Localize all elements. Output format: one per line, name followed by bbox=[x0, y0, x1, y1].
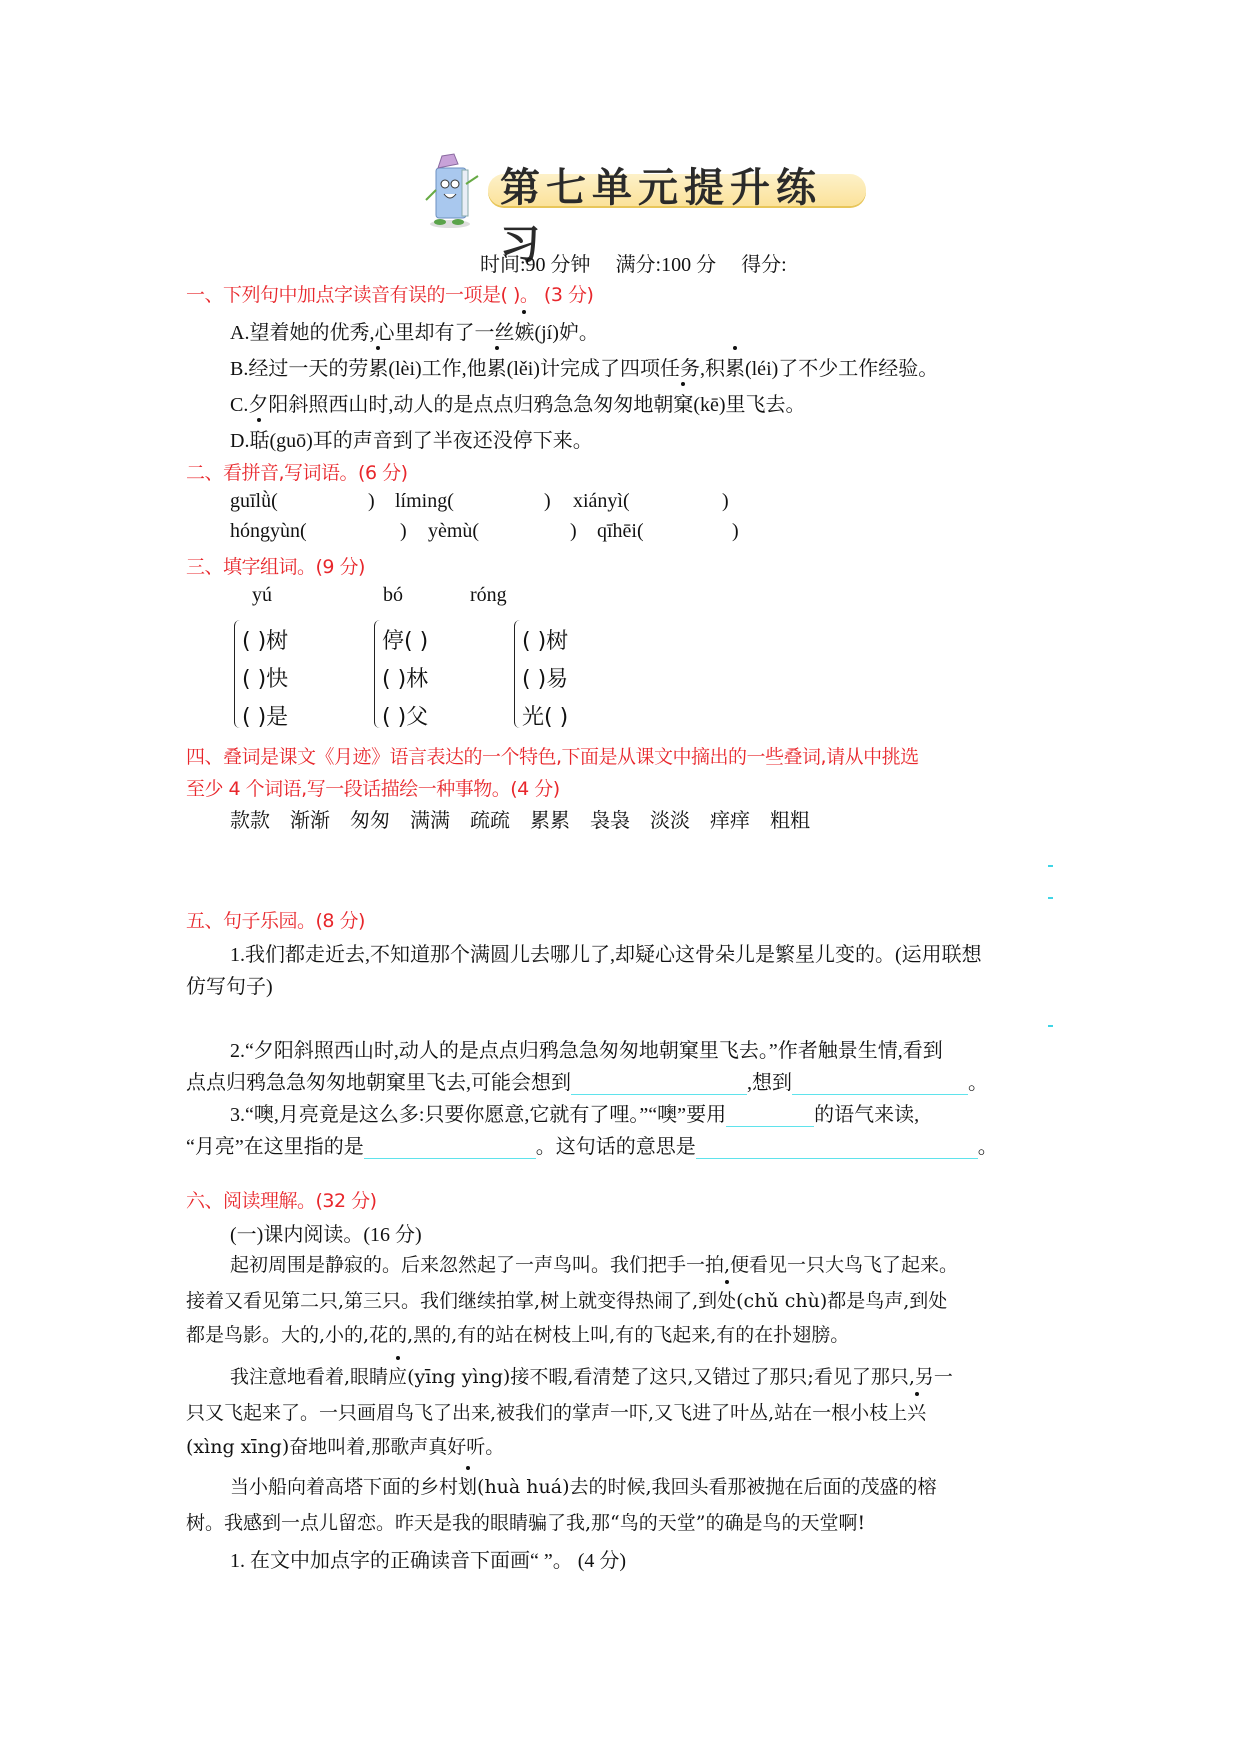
answer-line-marker bbox=[1048, 1025, 1053, 1027]
option-text: B.经过一天的劳 bbox=[230, 358, 369, 380]
passage-text: (huà huá)去的时候,我回头看那被抛在后面的茂盛的榕 bbox=[477, 1476, 937, 1498]
q3-blank[interactable]: ( )树 bbox=[242, 629, 289, 654]
answer-blank[interactable] bbox=[571, 1072, 747, 1095]
option-text: A.望着她的优秀,心里却有了一丝 bbox=[230, 322, 515, 344]
q1-option-c[interactable] bbox=[230, 388, 806, 417]
passage-line bbox=[230, 1362, 953, 1389]
q3-heading: 三、填字组词。(9 分) bbox=[186, 556, 365, 578]
dotted-char: 嫉 bbox=[514, 316, 534, 345]
score-label: 得分: bbox=[741, 254, 787, 276]
q1-option-b[interactable] bbox=[230, 352, 938, 381]
q2-item: yèmù( bbox=[428, 520, 480, 542]
sentence-text: 。 bbox=[968, 1072, 988, 1094]
option-text: (lěi)计完成了四项任务,积 bbox=[506, 358, 725, 380]
passage-text: (yīng yìng)接不暇,看清楚了这只,又错过了那只;看见了那只,另一 bbox=[407, 1366, 953, 1388]
dotted-char: 处 bbox=[717, 1286, 736, 1313]
q5-item2-line2 bbox=[186, 1066, 988, 1095]
passage-line: 树。我感到一点儿留恋。昨天是我的眼睛骗了我,那“鸟的天堂”的确是鸟的天堂啊! bbox=[186, 1512, 866, 1534]
reduplicated-word: 累累 bbox=[530, 810, 570, 832]
exam-meta bbox=[480, 248, 787, 277]
q2-heading: 二、看拼音,写词语。(6 分) bbox=[186, 462, 408, 484]
dotted-char: 应 bbox=[388, 1362, 407, 1389]
dotted-char: 累 bbox=[487, 352, 507, 381]
reduplicated-word: 满满 bbox=[410, 810, 450, 832]
dotted-char: 划 bbox=[458, 1472, 477, 1499]
q6-question-1: 1. 在文中加点字的正确读音下面画“ ”。 (4 分) bbox=[230, 1550, 627, 1572]
q2-close: ) bbox=[570, 520, 577, 542]
q3-pinyin: yú bbox=[252, 584, 272, 606]
q3-blank[interactable]: ( )易 bbox=[522, 667, 569, 692]
option-text: (léi)了不少工作经验。 bbox=[744, 358, 939, 380]
q3-pinyin: bó bbox=[383, 584, 403, 606]
reduplicated-word: 款款 bbox=[230, 810, 270, 832]
dotted-char: 聒 bbox=[249, 424, 269, 453]
option-text: D. bbox=[230, 430, 250, 452]
option-text: (lèi)工作,他 bbox=[388, 358, 487, 380]
passage-text: 接着又看见第二只,第三只。我们继续拍掌,树上就变得热闹了,到 bbox=[186, 1290, 718, 1312]
book-mascot-icon bbox=[420, 150, 490, 230]
passage-text: 当小船向着高塔下面的乡村 bbox=[230, 1476, 459, 1498]
answer-blank[interactable] bbox=[696, 1136, 978, 1159]
reduplicated-word: 淡淡 bbox=[650, 810, 690, 832]
q2-close: ) bbox=[732, 520, 739, 542]
time-limit: 时间:90 分钟 bbox=[480, 254, 591, 276]
answer-line-marker bbox=[1048, 897, 1053, 899]
q1-option-d[interactable] bbox=[230, 424, 593, 453]
q3-blank[interactable]: ( )父 bbox=[382, 705, 429, 730]
q3-blank[interactable]: ( )林 bbox=[382, 667, 429, 692]
q2-close: ) bbox=[368, 490, 375, 512]
passage-line: 都是鸟影。大的,小的,花的,黑的,有的站在树枝上叫,有的飞起来,有的在扑翅膀。 bbox=[186, 1324, 850, 1346]
answer-blank[interactable] bbox=[364, 1136, 536, 1159]
q4-heading-line2: 至少 4 个词语,写一段话描绘一种事物。(4 分) bbox=[186, 778, 560, 800]
q2-item: líming( bbox=[395, 490, 454, 512]
dotted-char: 累 bbox=[725, 352, 745, 381]
q6-sub-heading: (一)课内阅读。(16 分) bbox=[230, 1224, 422, 1246]
sentence-text: 的语气来读, bbox=[814, 1104, 920, 1126]
q5-item1-line2: 仿写句子) bbox=[186, 976, 273, 998]
q3-blank[interactable]: 光( ) bbox=[522, 705, 569, 730]
q3-blank[interactable]: 停( ) bbox=[382, 629, 429, 654]
q3-blank[interactable]: ( )快 bbox=[242, 667, 289, 692]
answer-blank[interactable] bbox=[792, 1072, 968, 1095]
reduplicated-word: 痒痒 bbox=[710, 810, 750, 832]
passage-line: 起初周围是静寂的。后来忽然起了一声鸟叫。我们把手一拍,便看见一只大鸟飞了起来。 bbox=[230, 1254, 959, 1276]
sentence-text: 3.“噢,月亮竟是这么多:只要你愿意,它就有了哩。”“噢”要用 bbox=[230, 1104, 727, 1126]
passage-text: 我注意地看着,眼睛 bbox=[230, 1366, 389, 1388]
q1-heading: 一、下列句中加点字读音有误的一项是( )。 (3 分) bbox=[186, 284, 594, 306]
q5-item3-line1 bbox=[230, 1098, 919, 1127]
answer-blank[interactable] bbox=[726, 1104, 814, 1127]
option-text: (kē)里飞去。 bbox=[693, 394, 806, 416]
sentence-text: “月亮”在这里指的是 bbox=[186, 1136, 364, 1158]
q2-close: ) bbox=[722, 490, 729, 512]
q5-heading: 五、句子乐园。(8 分) bbox=[186, 910, 365, 932]
option-text: C.夕阳斜照西山时,动人的是点点归鸦急急匆匆地朝 bbox=[230, 394, 674, 416]
reduplicated-word: 粗粗 bbox=[770, 810, 810, 832]
passage-line bbox=[186, 1398, 926, 1425]
passage-line bbox=[230, 1472, 937, 1499]
q5-item2-line1: 2.“夕阳斜照西山时,动人的是点点归鸦急急匆匆地朝窠里飞去。”作者触景生情,看到 bbox=[230, 1040, 943, 1062]
q3-blank[interactable]: ( )树 bbox=[522, 629, 569, 654]
q2-item: guīlǜ( bbox=[230, 490, 278, 512]
q2-item: qīhēi( bbox=[597, 520, 644, 542]
reduplicated-word: 匆匆 bbox=[350, 810, 390, 832]
reduplicated-word: 渐渐 bbox=[290, 810, 330, 832]
q2-close: ) bbox=[400, 520, 407, 542]
passage-line: (xìng xīng)奋地叫着,那歌声真好听。 bbox=[186, 1436, 505, 1458]
reduplicated-word: 袅袅 bbox=[590, 810, 630, 832]
passage-text: 只又飞起来了。一只画眉鸟飞了出来,被我们的掌声一吓,又飞进了叶丛,站在一根小枝上 bbox=[186, 1402, 908, 1424]
sentence-text: 。 bbox=[977, 1136, 998, 1158]
q5-item1-line1: 1.我们都走近去,不知道那个满圆儿去哪儿了,却疑心这骨朵儿是繁星儿变的。(运用联想 bbox=[230, 944, 982, 966]
q4-heading-line1: 四、叠词是课文《月迹》语言表达的一个特色,下面是从课文中摘出的一些叠词,请从中挑选 bbox=[186, 746, 919, 768]
q2-item: xiányì( bbox=[573, 490, 630, 512]
q2-close: ) bbox=[544, 490, 551, 512]
passage-line bbox=[186, 1286, 947, 1313]
answer-line-marker bbox=[1048, 865, 1053, 867]
q6-heading: 六、阅读理解。(32 分) bbox=[186, 1190, 377, 1212]
reduplicated-word: 疏疏 bbox=[470, 810, 510, 832]
dotted-char: 兴 bbox=[907, 1398, 926, 1425]
full-score: 满分:100 分 bbox=[615, 254, 717, 276]
q2-item: hóngyùn( bbox=[230, 520, 307, 542]
q5-item3-line2 bbox=[186, 1130, 998, 1159]
page-title: 第七单元提升练习 bbox=[500, 164, 822, 268]
option-text: (guō)耳的声音到了半夜还没停下来。 bbox=[269, 430, 593, 452]
q1-option-a[interactable] bbox=[230, 316, 599, 345]
sentence-text: 。这句话的意思是 bbox=[535, 1136, 696, 1158]
dotted-char: 窠 bbox=[673, 388, 693, 417]
q4-word-list bbox=[230, 804, 810, 833]
q3-pinyin: róng bbox=[470, 584, 507, 606]
passage-text: (chǔ chù)都是鸟声,到处 bbox=[736, 1290, 948, 1312]
option-text: (jí)妒。 bbox=[534, 322, 599, 344]
dotted-char: 累 bbox=[368, 352, 388, 381]
sentence-text: ,想到 bbox=[747, 1072, 792, 1094]
sentence-text: 点点归鸦急急匆匆地朝窠里飞去,可能会想到 bbox=[186, 1072, 571, 1094]
q3-blank[interactable]: ( )是 bbox=[242, 705, 289, 730]
